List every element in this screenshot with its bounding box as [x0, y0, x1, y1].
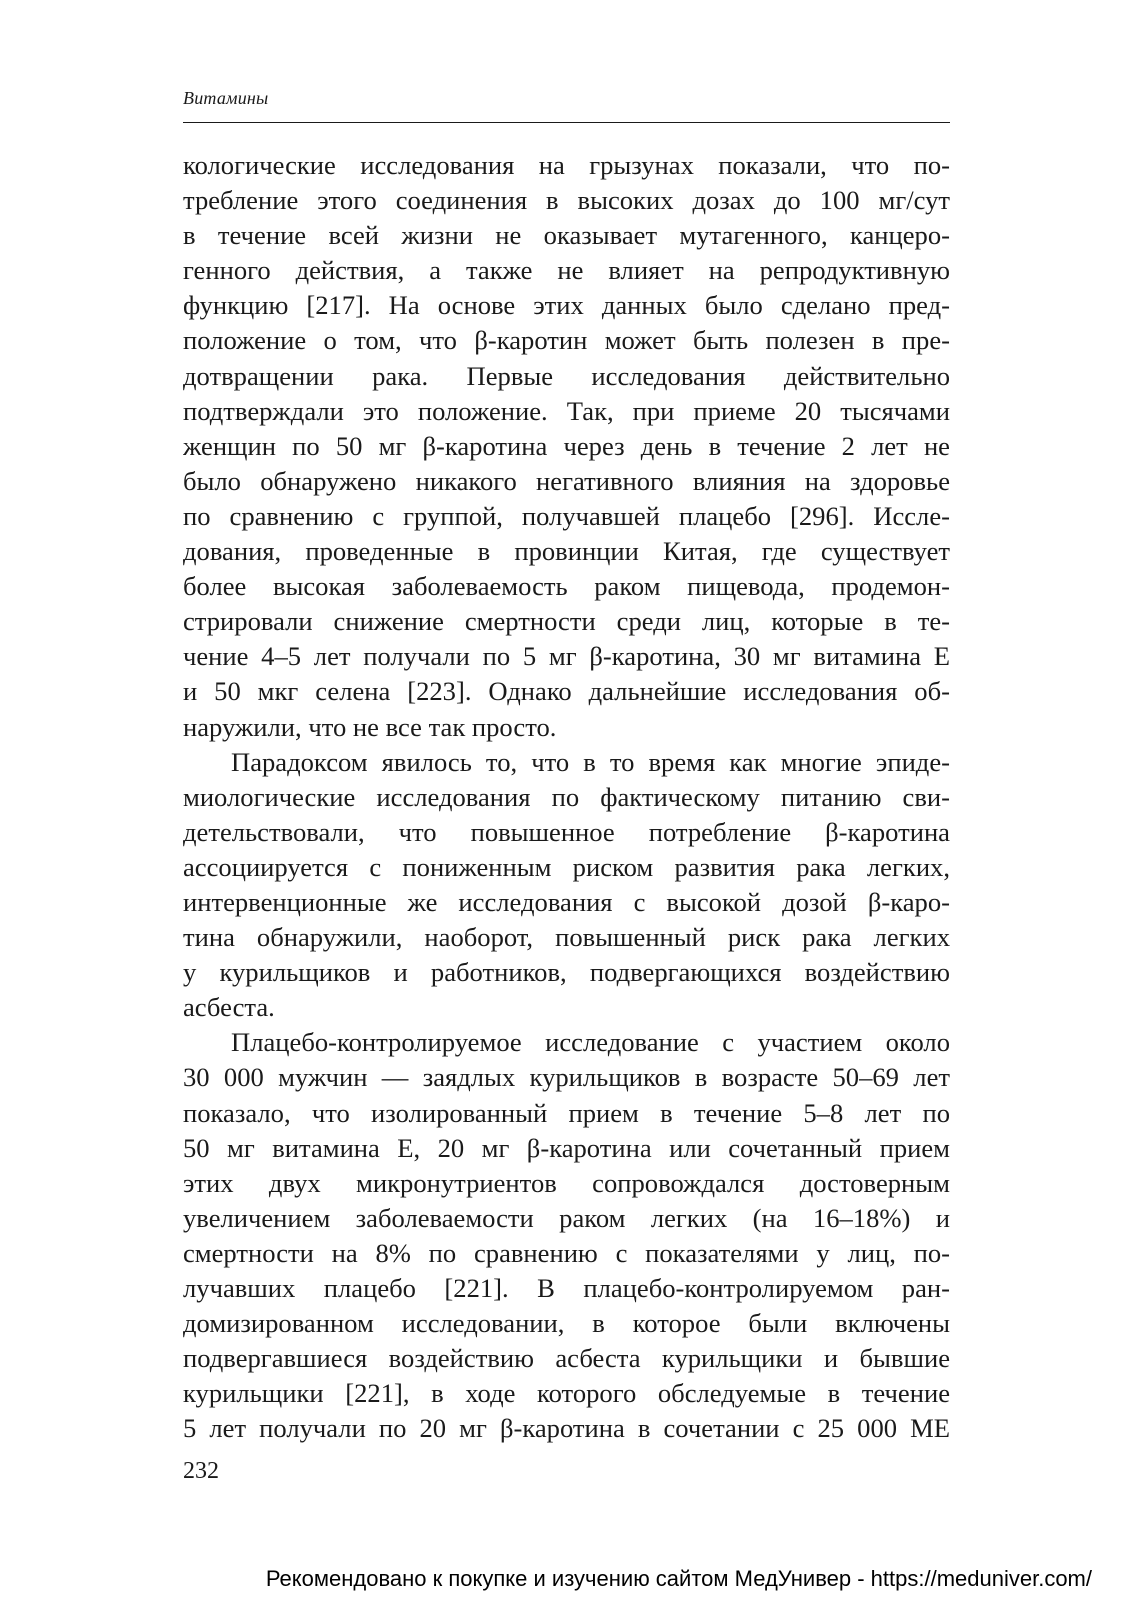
text-line: домизированном исследовании, в которое были включены [183, 1308, 950, 1339]
text-line: интервенционные же исследования с высокой дозой β-каро- [183, 886, 950, 917]
text-line: смертности на 8% по сравнению с показателями у лиц, по- [183, 1237, 950, 1268]
text-line: стрировали снижение смертности среди лиц, которые в те- [183, 606, 950, 637]
text-line: требление этого соединения в высоких дозах до 100 мг/сут [183, 185, 950, 216]
text-line: асбеста. [183, 992, 275, 1023]
text-line: дования, проведенные в провинции Китая, где существует [183, 536, 950, 567]
text-line: Парадоксом явилось то, что в то время как многие эпиде- [231, 746, 950, 777]
text-line: Плацебо-контролируемое исследование с участием около [231, 1027, 950, 1058]
text-line: тина обнаружили, наоборот, повышенный риск рака легких [183, 922, 950, 953]
text-line: положение о том, что β-каротин может быть полезен в пре- [183, 325, 950, 356]
text-line: ассоциируется с пониженным риском развития рака легких, [183, 851, 950, 882]
text-line: детельствовали, что повышенное потребление β-каротина [183, 816, 950, 847]
body-text [183, 148, 950, 1446]
text-line: подвергавшиеся воздействию асбеста курильщики и бывшие [183, 1343, 950, 1374]
text-line: показало, что изолированный прием в течение 5–8 лет по [183, 1097, 950, 1128]
text-line: увеличением заболеваемости раком легких (на 16–18%) и [183, 1202, 950, 1233]
text-line: 30 000 мужчин — заядлых курильщиков в возрасте 50–69 лет [183, 1062, 950, 1093]
text-line: более высокая заболеваемость раком пищевода, продемон- [183, 571, 950, 602]
text-line: в течение всей жизни не оказывает мутагенного, канцеро- [183, 220, 950, 251]
text-line: и 50 мкг селена [223]. Однако дальнейшие исследования об- [183, 676, 950, 707]
text-line: курильщики [221], в ходе которого обследуемые в течение [183, 1378, 950, 1409]
text-line: генного действия, а также не влияет на репродуктивную [183, 255, 950, 286]
footer-recommendation: Рекомендовано к покупке и изучению сайтом МедУнивер - https://meduniver.com/ [265, 1566, 1092, 1591]
text-line: кологические исследования на грызунах показали, что по- [183, 150, 950, 180]
text-line: женщин по 50 мг β-каротина через день в течение 2 лет не [183, 430, 950, 461]
text-line: миологические исследования по фактическому питанию сви- [183, 781, 950, 812]
text-line: 5 лет получали по 20 мг β-каротина в сочетании с 25 000 МЕ [183, 1413, 950, 1444]
text-line: функцию [217]. На основе этих данных было сделано пред- [183, 290, 950, 321]
text-line: у курильщиков и работников, подвергающихся воздействию [183, 957, 950, 988]
text-line: этих двух микронутриентов сопровождался достоверным [183, 1167, 950, 1198]
running-head: Витамины [183, 88, 269, 108]
text-line: было обнаружено никакого негативного влияния на здоровье [183, 465, 950, 496]
header-rule [183, 122, 950, 123]
text-line: наружили, что не все так просто. [183, 711, 557, 742]
text-line: подтверждали это положение. Так, при приеме 20 тысячами [183, 395, 950, 426]
text-line: чение 4–5 лет получали по 5 мг β-каротина, 30 мг витамина Е [183, 641, 950, 672]
text-line: 50 мг витамина Е, 20 мг β-каротина или сочетанный прием [183, 1132, 950, 1163]
page-number: 232 [183, 1458, 219, 1484]
text-line: дотвращении рака. Первые исследования действительно [183, 360, 950, 391]
text-line: лучавших плацебо [221]. В плацебо-контролируемом ран- [183, 1273, 950, 1303]
text-line: по сравнению с группой, получавшей плацебо [296]. Иссле- [183, 500, 950, 531]
